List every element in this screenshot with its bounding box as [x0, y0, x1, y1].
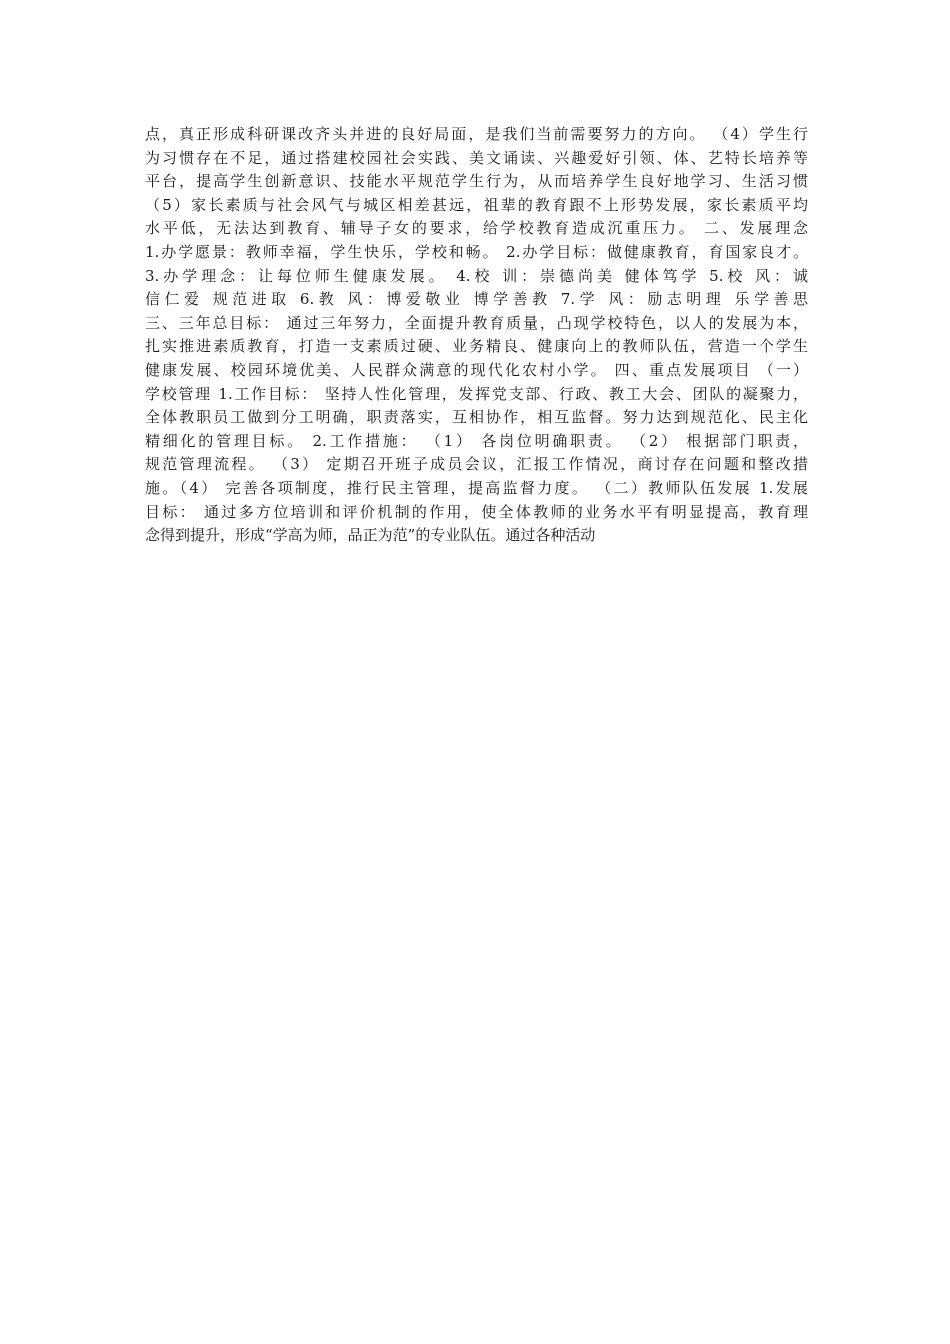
- text-line: 规范管理流程。 （3） 定期召开班子成员会议，汇报工作情况，商讨存在问题和整改措: [145, 455, 808, 474]
- text-line: 精细化的管理目标。 2.工作措施： （1） 各岗位明确职责。 （2） 根据部门职责，: [145, 431, 808, 450]
- text-line: 水平低，无法达到教育、辅导子女的要求，给学校教育造成沉重压力。 二、发展理念: [145, 219, 808, 238]
- text-line: 三、三年总目标： 通过三年努力，全面提升教育质量，凸现学校特色，以人的发展为本，: [145, 313, 808, 332]
- text-line: 为习惯存在不足，通过搭建校园社会实践、美文诵读、兴趣爱好引领、体、艺特长培养等: [145, 148, 808, 167]
- text-line: 学校管理 1.工作目标： 坚持人性化管理，发挥党支部、行政、教工大会、团队的凝聚力，: [145, 384, 808, 403]
- text-line: 健康发展、校园环境优美、人民群众满意的现代化农村小学。 四、重点发展项目 （一）: [145, 360, 808, 379]
- text-line: 平台，提高学生创新意识、技能水平规范学生行为，从而培养学生良好地学习、生活习惯: [145, 172, 808, 191]
- text-line: 点，真正形成科研课改齐头并进的良好局面，是我们当前需要努力的方向。 （4）学生行: [145, 125, 808, 143]
- text-line: 1.办学愿景：教师幸福，学生快乐，学校和畅。 2.办学目标：做健康教育，育国家良才。: [145, 242, 808, 261]
- body-text: [145, 123, 808, 548]
- text-line: 3.办学理念：让每位师生健康发展。 4.校 训：崇德尚美 健体笃学 5.校 风：诚: [145, 266, 808, 285]
- text-line: 施。（4） 完善各项制度，推行民主管理，提高监督力度。 （二）教师队伍发展 1.发展: [145, 478, 808, 497]
- text-line: 扎实推进素质教育，打造一支素质过硬、业务精良、健康向上的教师队伍，营造一个学生: [145, 337, 808, 356]
- text-line: 目标： 通过多方位培训和评价机制的作用，使全体教师的业务水平有明显提高，教育理: [145, 502, 808, 521]
- text-line: 全体教职员工做到分工明确，职责落实，互相协作，相互监督。努力达到规范化、民主化: [145, 408, 808, 427]
- text-line: （5）家长素质与社会风气与城区相差甚远，祖辈的教育跟不上形势发展，家长素质平均: [145, 195, 808, 214]
- text-line: 念得到提升，形成“学高为师，品正为范”的专业队伍。通过各种活动: [145, 526, 596, 545]
- text-line: 信仁爱 规范进取 6.教 风：博爱敬业 博学善教 7.学 风：励志明理 乐学善思: [145, 290, 808, 309]
